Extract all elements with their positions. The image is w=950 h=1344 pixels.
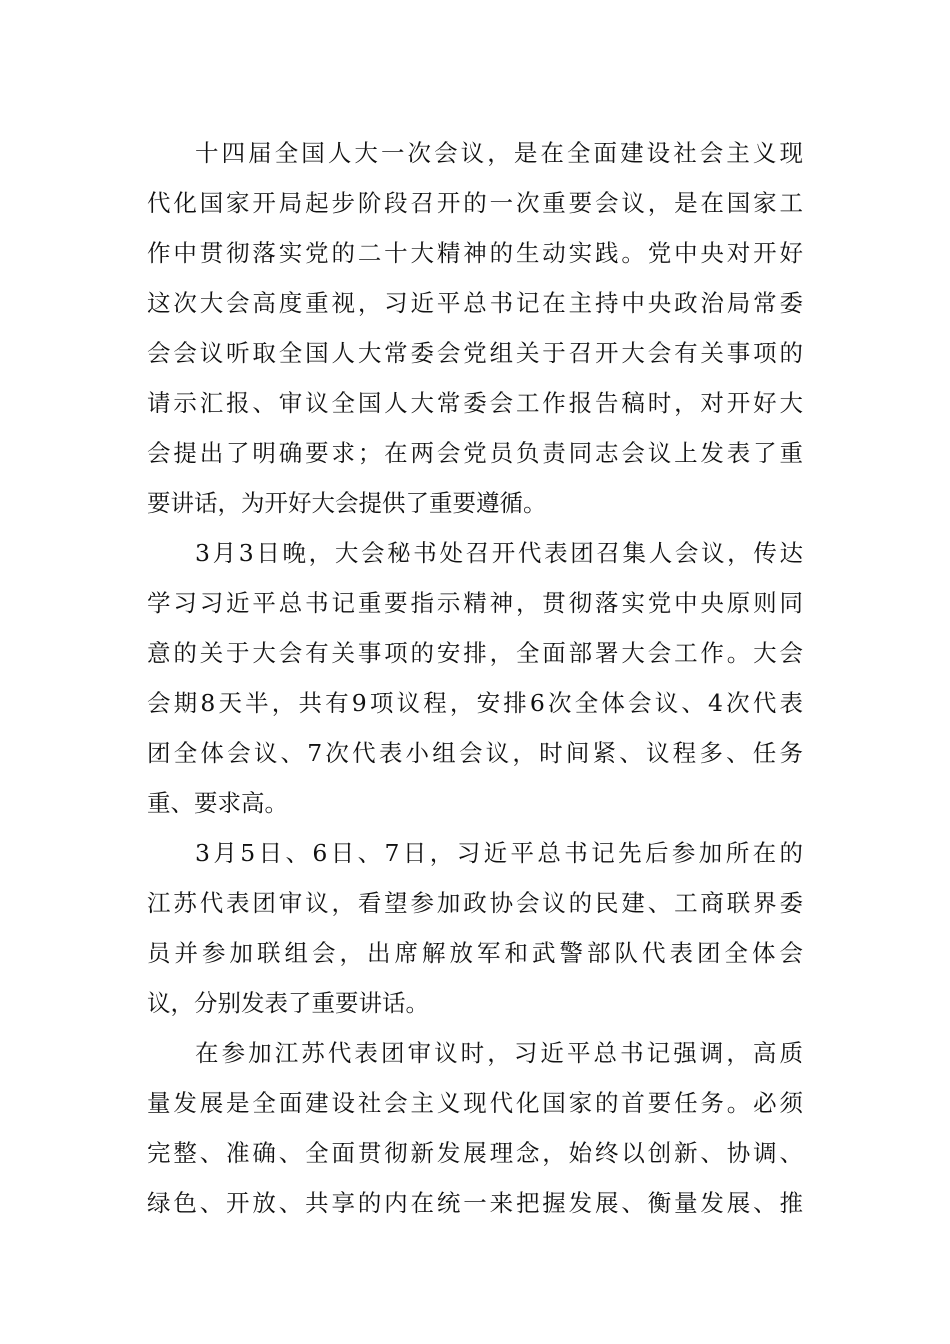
paragraph-4-line-1: 在参加江苏代表团审议时，习近平总书记强调，高质 (195, 1039, 803, 1067)
paragraph-1-line-1: 十四届全国人大一次会议，是在全面建设社会主义现 (195, 139, 803, 167)
paragraph-1-line-5: 会会议听取全国人大常委会党组关于召开大会有关事项的 (147, 339, 803, 367)
paragraph-2-line-5: 团全体会议、7次代表小组会议，时间紧、议程多、任务 (147, 739, 803, 767)
paragraph-4-line-3: 完整、准确、全面贯彻新发展理念，始终以创新、协调、 (147, 1139, 803, 1167)
paragraph-3-line-4: 议，分别发表了重要讲话。 (147, 989, 429, 1017)
paragraph-2-line-3: 意的关于大会有关事项的安排，全面部署大会工作。大会 (147, 639, 803, 667)
paragraph-2-line-1: 3月3日晚，大会秘书处召开代表团召集人会议，传达 (195, 539, 803, 567)
paragraph-4-line-2: 量发展是全面建设社会主义现代化国家的首要任务。必须 (147, 1089, 803, 1117)
paragraph-2-line-2: 学习习近平总书记重要指示精神，贯彻落实党中央原则同 (147, 589, 803, 617)
paragraph-1-line-7: 会提出了明确要求；在两会党员负责同志会议上发表了重 (147, 439, 803, 467)
paragraph-3-line-2: 江苏代表团审议，看望参加政协会议的民建、工商联界委 (147, 889, 803, 917)
paragraph-1-line-6: 请示汇报、审议全国人大常委会工作报告稿时，对开好大 (147, 389, 803, 417)
paragraph-2-line-4: 会期8天半，共有9项议程，安排6次全体会议、4次代表 (147, 689, 803, 717)
paragraph-3-line-1: 3月5日、6日、7日，习近平总书记先后参加所在的 (195, 839, 803, 867)
paragraph-1-line-2: 代化国家开局起步阶段召开的一次重要会议，是在国家工 (147, 189, 803, 217)
paragraph-4-line-4: 绿色、开放、共享的内在统一来把握发展、衡量发展、推 (147, 1189, 803, 1217)
paragraph-1-line-3: 作中贯彻落实党的二十大精神的生动实践。党中央对开好 (147, 239, 803, 267)
paragraph-3-line-3: 员并参加联组会，出席解放军和武警部队代表团全体会 (147, 939, 803, 967)
paragraph-1-line-8: 要讲话，为开好大会提供了重要遵循。 (147, 489, 547, 517)
paragraph-1-line-4: 这次大会高度重视，习近平总书记在主持中央政治局常委 (147, 289, 803, 317)
paragraph-2-line-6: 重、要求高。 (147, 789, 288, 817)
